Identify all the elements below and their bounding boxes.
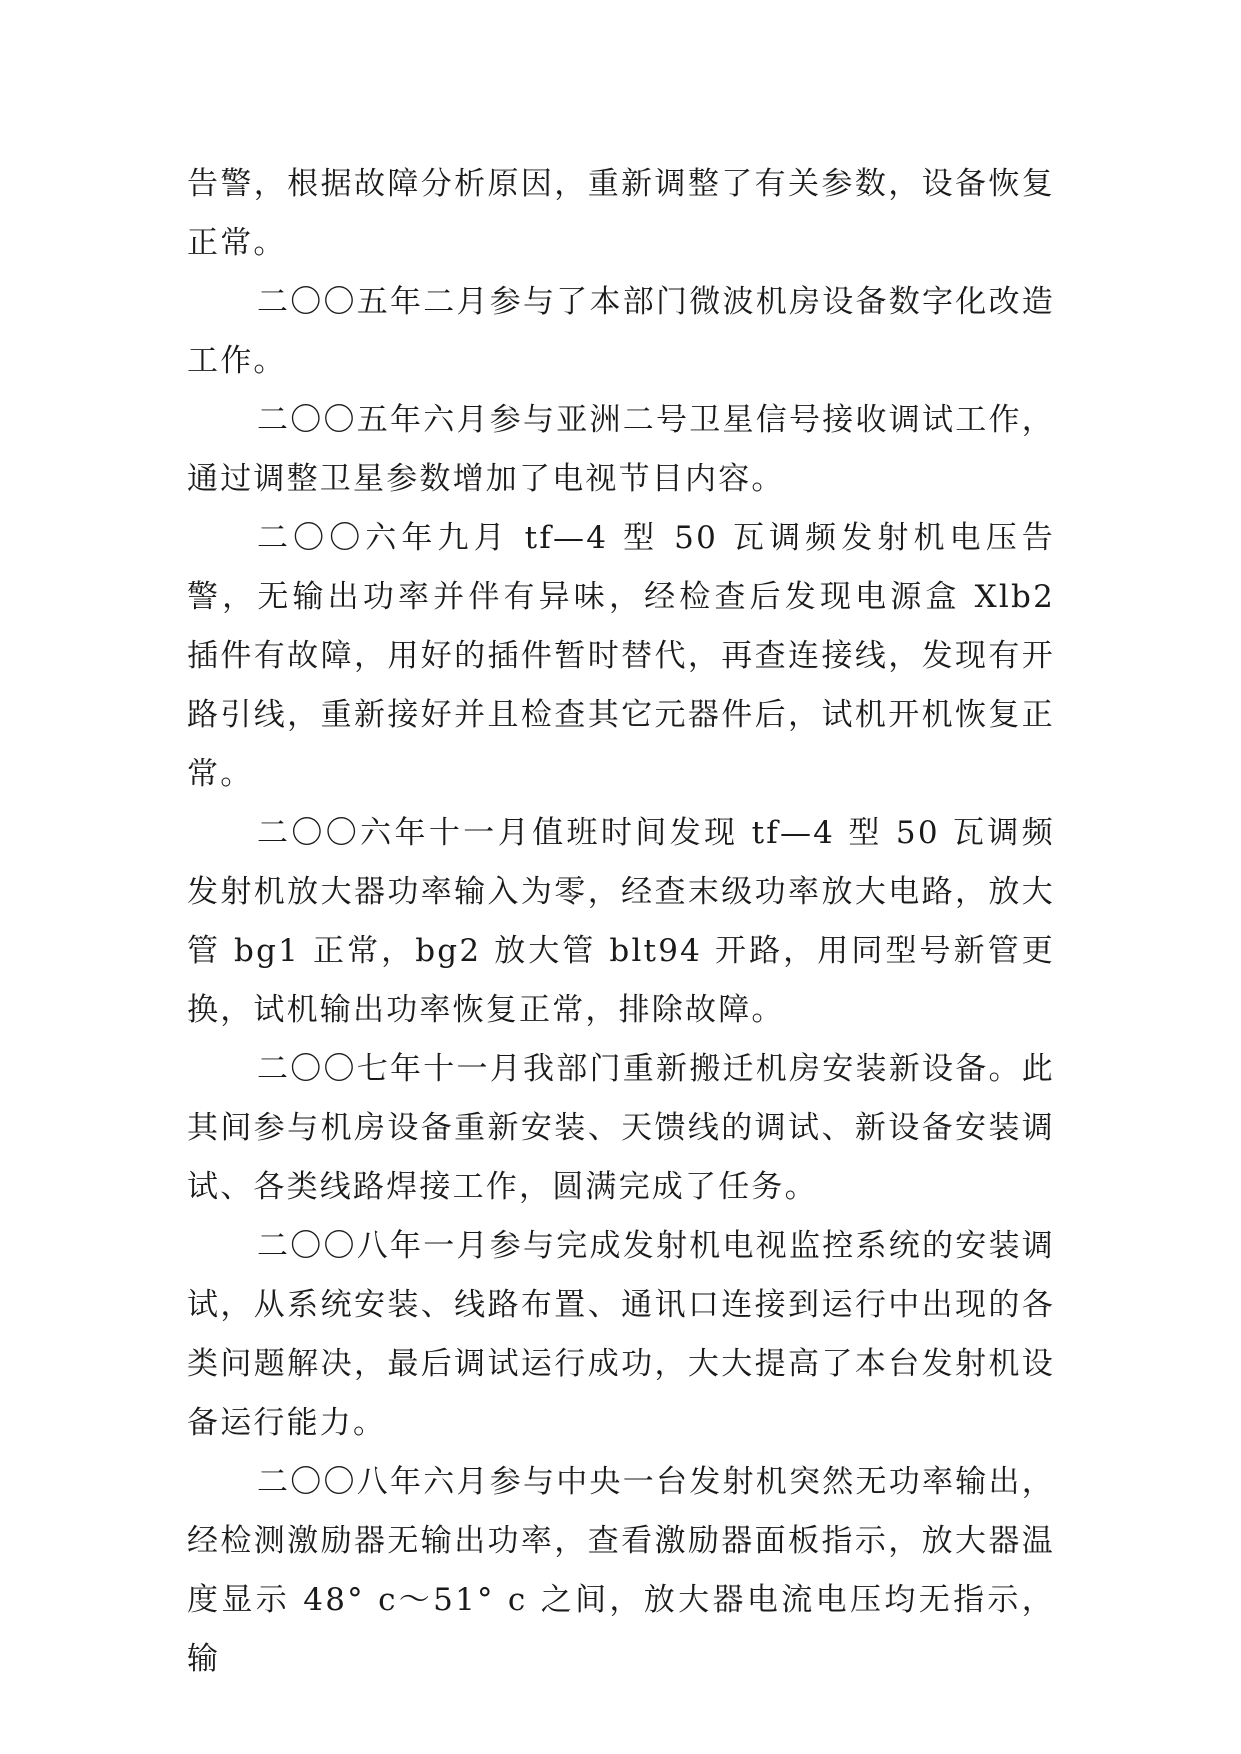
paragraph-2008-jun: 二〇〇八年六月参与中央一台发射机突然无功率输出，经检测激励器无输出功率，查看激励器面板指示，放大器温度显示 48° c～51° c 之间，放大器电流电压均无指示，输: [187, 1464, 1055, 1677]
document-body: [187, 155, 1055, 1689]
paragraph-2006-nov: 二〇〇六年十一月值班时间发现 tf—4 型 50 瓦调频发射机放大器功率输入为零，经查末级功率放大电路，放大管 bg1 正常，bg2 放大管 blt94 开路，用同型号新管更换，试机输出功率恢复正常，排除故障。: [187, 815, 1055, 1028]
paragraph-alarm-fix: 告警，根据故障分析原因，重新调整了有关参数，设备恢复正常。: [187, 166, 1055, 261]
paragraph-2005-feb: 二〇〇五年二月参与了本部门微波机房设备数字化改造工作。: [187, 284, 1055, 379]
paragraph-2006-sep: 二〇〇六年九月 tf—4 型 50 瓦调频发射机电压告警，无输出功率并伴有异味，经检查后发现电源盒 Xlb2 插件有故障，用好的插件暂时替代，再查连接线，发现有开路引线，重新接好并且检查其它元器件后，试机开机恢复正常。: [187, 520, 1055, 792]
paragraph-2007-nov: 二〇〇七年十一月我部门重新搬迁机房安装新设备。此其间参与机房设备重新安装、天馈线的调试、新设备安装调试、各类线路焊接工作，圆满完成了任务。: [187, 1051, 1055, 1205]
paragraph-2005-jun: 二〇〇五年六月参与亚洲二号卫星信号接收调试工作，通过调整卫星参数增加了电视节目内容。: [187, 402, 1055, 497]
paragraph-2008-jan: 二〇〇八年一月参与完成发射机电视监控系统的安装调试，从系统安装、线路布置、通讯口连接到运行中出现的各类问题解决，最后调试运行成功，大大提高了本台发射机设备运行能力。: [187, 1228, 1055, 1441]
